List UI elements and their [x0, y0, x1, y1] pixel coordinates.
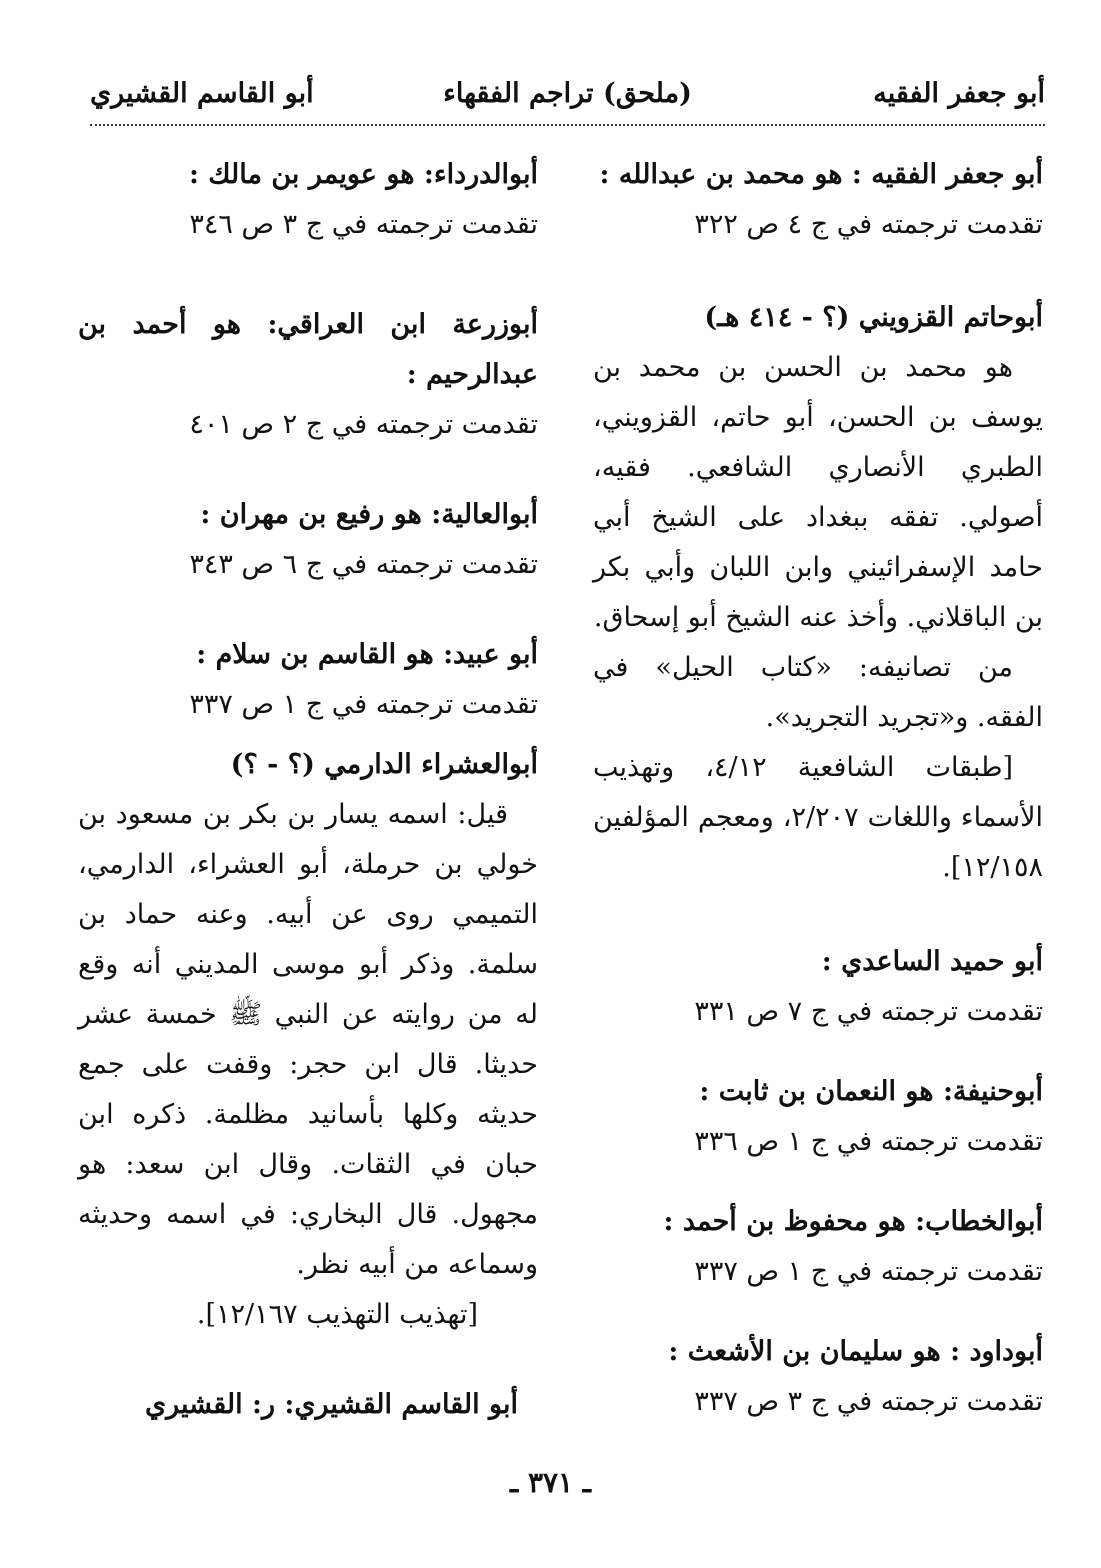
entry-reference: تقدمت ترجمته في ج ١ ص ٣٣٧ — [189, 689, 538, 720]
entry-title: أبو القاسم القشيري: ر: القشيري — [144, 1389, 518, 1420]
entry-title: أبوالخطاب: هو محفوظ بن أحمد : — [663, 1206, 1043, 1237]
entry-title: أبوالعشراء الدارمي (؟ - ؟) — [230, 749, 538, 780]
entry-reference: تقدمت ترجمته في ج ١ ص ٣٣٦ — [694, 1126, 1043, 1157]
entry-reference: تقدمت ترجمته في ج ٧ ص ٣٣١ — [694, 996, 1043, 1027]
entry-abu-jafar — [593, 150, 1043, 250]
entry-abu-al-ushara — [78, 740, 538, 1340]
entry-title: أبوالعالية: هو رفيع بن مهران : — [200, 499, 538, 530]
entry-abu-al-darda — [78, 150, 538, 250]
entry-abu-hatim — [593, 293, 1043, 893]
header-center: (ملحق) تراجم الفقهاء — [443, 78, 692, 109]
entry-reference: تقدمت ترجمته في ج ١ ص ٣٣٧ — [694, 1256, 1043, 1287]
entry-reference: تقدمت ترجمته في ج ٣ ص ٣٣٧ — [694, 1386, 1043, 1417]
entry-reference: تقدمت ترجمته في ج ٣ ص ٣٤٦ — [189, 209, 538, 240]
entry-title: أبو عبيد: هو القاسم بن سلام : — [196, 639, 538, 670]
entry-title: أبوحاتم القزويني (؟ - ٤١٤ هـ) — [704, 302, 1043, 333]
entry-title: أبوزرعة ابن العراقي: هو أحمد بن عبدالرحيم : — [78, 309, 538, 390]
entry-paragraph: من تصانيفه: «كتاب الحيل» في الفقه. و«تجريد التجريد». — [593, 652, 1043, 733]
entry-abu-dawud — [593, 1327, 1043, 1427]
entry-abu-ubaid — [78, 630, 538, 730]
entry-abu-al-aliya — [78, 490, 538, 590]
entry-title: أبوداود : هو سليمان بن الأشعث : — [668, 1336, 1043, 1367]
entry-abu-hanifa — [593, 1067, 1043, 1167]
page-number: ـ ٣٧١ ـ — [509, 1466, 592, 1499]
entry-title: أبو جعفر الفقيه : هو محمد بن عبدالله : — [599, 159, 1043, 190]
entry-abu-humaid — [593, 937, 1043, 1037]
entry-title: أبوحنيفة: هو النعمان بن ثابت : — [699, 1076, 1043, 1107]
header-divider — [90, 124, 1045, 126]
header-right: أبو جعفر الفقيه — [873, 78, 1045, 109]
entry-reference: تقدمت ترجمته في ج ٢ ص ٤٠١ — [189, 409, 538, 440]
running-header — [90, 78, 1045, 122]
entry-paragraph: هو محمد بن الحسن بن محمد بن يوسف بن الحسن، أبو حاتم، القزويني، الطبري الأنصاري الشافعي. فقيه، أصولي. تفقه ببغداد على الشيخ أبي حامد الإسفرائيني وابن اللبان وأبي بكر بن الباقلاني. وأخذ عنه الشيخ أبو إسحاق. — [593, 352, 1043, 633]
header-left: أبو القاسم القشيري — [90, 78, 314, 109]
entry-paragraph: قيل: اسمه يسار بن بكر بن مسعود بن خولي بن حرملة، أبو العشراء، الدارمي، التميمي روى عن أبيه. وعنه حماد بن سلمة. وذكر أبو موسى المديني أنه وقع له من روايته عن النبي ﷺ خمسة عشر حديثا. قال ابن حجر: وقفت على جمع حديثه وكلها بأسانيد مظلمة. ذكره ابن حبان في الثقات. وقال ابن سعد: هو مجهول. قال البخاري: في اسمه وحديثه وسماعه من أبيه نظر. — [78, 799, 538, 1280]
entry-sources: [طبقات الشافعية ٤/١٢، وتهذيب الأسماء واللغات ٢/٢٠٧، ومعجم المؤلفين ١٢/١٥٨]. — [593, 752, 1043, 883]
entry-title: أبو حميد الساعدي : — [821, 946, 1043, 977]
entry-reference: تقدمت ترجمته في ج ٤ ص ٣٢٢ — [694, 209, 1043, 240]
entry-abu-al-qasim — [78, 1380, 538, 1430]
entry-title: أبوالدرداء: هو عويمر بن مالك : — [188, 159, 538, 190]
entry-abu-al-khattab — [593, 1197, 1043, 1297]
entry-sources: [تهذيب التهذيب ١٢/١٦٧]. — [196, 1299, 478, 1330]
left-column — [78, 150, 538, 1430]
entry-reference: تقدمت ترجمته في ج ٦ ص ٣٤٣ — [189, 549, 538, 580]
entry-abu-zura — [78, 300, 538, 450]
right-column — [593, 150, 1043, 1427]
